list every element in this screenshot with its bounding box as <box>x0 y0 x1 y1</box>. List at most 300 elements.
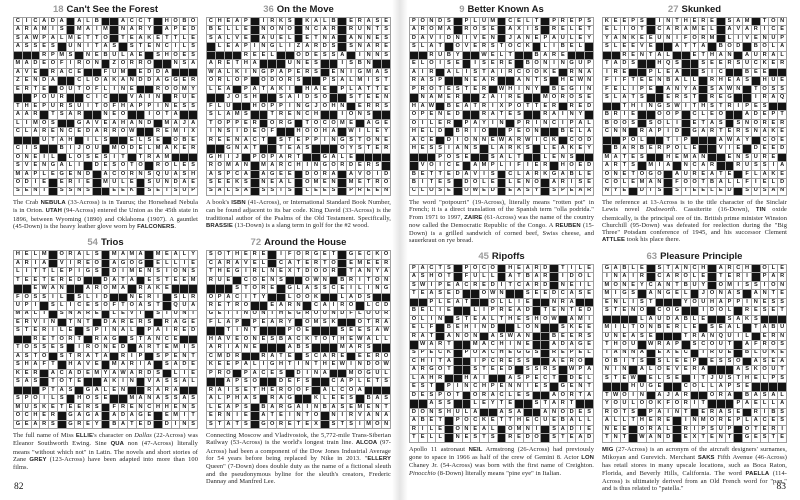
grid-cell: I <box>576 282 584 289</box>
grid-cell: S <box>454 316 462 323</box>
grid-cell: O <box>147 60 152 67</box>
grid-cell: G <box>383 285 389 292</box>
grid-cell: N <box>666 18 671 24</box>
grid-cell: A <box>420 332 425 339</box>
grid-cell: E <box>110 188 118 195</box>
grid-cell: B <box>771 324 776 331</box>
grid-cell-black <box>49 311 57 318</box>
grid-cell: E <box>242 251 250 258</box>
grid-cell-black <box>295 120 303 127</box>
grid-cell: H <box>631 383 636 390</box>
grid-cell-black <box>708 366 716 373</box>
grid-cell: O <box>366 310 371 317</box>
grid-cell: T <box>295 154 303 161</box>
grid-cell: I <box>356 52 364 59</box>
grid-cell: N <box>68 310 73 317</box>
grid-cell-black <box>312 344 320 351</box>
grid-cell: R <box>692 332 697 339</box>
grid-cell: L <box>638 137 646 144</box>
grid-cell: C <box>305 111 310 118</box>
grid-cell-black <box>260 378 268 385</box>
grid-cell: M <box>111 251 117 258</box>
grid-cell: I <box>67 260 75 267</box>
grid-cell-black <box>726 120 734 127</box>
grid-cell: P <box>506 103 514 110</box>
grid-cell: P <box>436 282 444 289</box>
grid-cell: E <box>225 60 233 67</box>
puzzle-title <box>409 251 594 263</box>
grid-cell: E <box>23 188 31 195</box>
grid-cell: T <box>682 409 690 416</box>
grid-cell: E <box>75 378 83 385</box>
grid-cell: N <box>129 77 134 84</box>
grid-cell: S <box>110 43 118 50</box>
grid-cell: F <box>743 179 751 186</box>
grid-cell-black <box>550 282 558 289</box>
grid-cell: I <box>761 409 769 416</box>
grid-cell: B <box>94 18 99 24</box>
grid-cell: O <box>234 77 240 84</box>
grid-cell: E <box>533 35 541 42</box>
puzzle-title <box>206 237 391 249</box>
grid-cell: E <box>585 265 593 272</box>
grid-cell: A <box>674 43 679 50</box>
grid-cell: A <box>701 332 706 339</box>
grid-cell: D <box>164 420 169 427</box>
grid-cell: N <box>657 77 662 84</box>
grid-cell: A <box>349 344 354 351</box>
grid-cell: L <box>356 311 364 318</box>
grid-cell: S <box>743 77 751 84</box>
grid-cell: N <box>77 170 82 177</box>
grid-cell: O <box>234 94 240 101</box>
grid-cell: I <box>32 179 40 186</box>
grid-cell: D <box>525 307 530 314</box>
grid-cell-black <box>154 18 162 25</box>
grid-cell: R <box>375 102 380 109</box>
grid-cell: E <box>471 77 479 84</box>
grid-cell: T <box>286 361 294 368</box>
grid-cell-black <box>23 285 31 292</box>
grid-cell: G <box>551 170 557 177</box>
grid-cell: E <box>568 282 576 289</box>
grid-cell: U <box>771 366 776 373</box>
grid-cell-black <box>286 128 294 135</box>
grid-cell: N <box>657 434 662 441</box>
grid-cell-black <box>498 375 506 382</box>
grid-cell: A <box>138 302 143 308</box>
grid-cell: L <box>189 378 197 385</box>
grid-cell: J <box>225 94 233 101</box>
grid-cell: R <box>639 273 644 280</box>
grid-cell: W <box>348 128 354 135</box>
grid-cell: S <box>471 366 479 373</box>
grid-cell: H <box>429 273 434 280</box>
grid-cell: H <box>683 18 688 24</box>
grid-cell: O <box>762 349 767 356</box>
grid-cell: U <box>622 400 627 407</box>
grid-cell: L <box>621 86 629 93</box>
grid-cell: R <box>753 26 758 33</box>
grid-cell: B <box>560 417 565 424</box>
grid-cell: T <box>154 344 162 351</box>
grid-cell: T <box>93 353 101 360</box>
grid-cell-black <box>708 316 716 323</box>
grid-cell: S <box>382 52 390 59</box>
grid-cell: W <box>419 341 426 347</box>
grid-cell: R <box>525 119 530 126</box>
grid-cell: P <box>225 171 233 178</box>
grid-cell: E <box>761 145 769 152</box>
grid-cell: U <box>683 170 688 177</box>
grid-cell: E <box>769 358 777 365</box>
grid-cell: B <box>278 335 283 342</box>
grid-cell: D <box>411 408 416 415</box>
grid-cell: N <box>252 68 257 75</box>
grid-cell-black <box>75 387 83 394</box>
grid-cell: N <box>709 332 715 339</box>
grid-cell-black <box>338 43 346 50</box>
grid-cell-black <box>338 268 346 275</box>
grid-cell: L <box>225 188 233 195</box>
grid-cell: O <box>622 341 627 347</box>
grid-cell: B <box>208 26 213 33</box>
grid-cell: R <box>357 187 362 194</box>
grid-cell: A <box>552 358 557 364</box>
grid-cell: S <box>550 188 558 195</box>
grid-cell: G <box>560 383 565 390</box>
grid-cell: E <box>286 378 294 385</box>
grid-cell: A <box>613 264 618 271</box>
grid-cell-black <box>629 426 637 433</box>
grid-cell: T <box>621 162 629 169</box>
grid-cell: L <box>216 395 224 402</box>
grid-cell: I <box>612 77 620 84</box>
grid-cell: E <box>717 188 725 195</box>
grid-cell: E <box>419 290 427 297</box>
grid-cell: P <box>489 307 497 314</box>
grid-cell: O <box>217 251 222 258</box>
grid-cell: A <box>270 162 275 169</box>
grid-cell: G <box>366 369 371 376</box>
grid-cell: E <box>568 128 576 135</box>
grid-cell-black <box>708 265 716 272</box>
grid-cell: M <box>129 268 135 275</box>
grid-cell: N <box>718 290 723 297</box>
grid-cell: K <box>278 18 283 24</box>
grid-cell: N <box>384 94 389 101</box>
grid-cell: P <box>559 188 567 195</box>
grid-cell-black <box>585 52 593 59</box>
grid-cell: S <box>154 268 162 275</box>
grid-cell: L <box>428 307 436 314</box>
grid-cell: A <box>780 43 785 50</box>
grid-cell-black <box>576 154 584 161</box>
grid-cell: M <box>173 344 178 351</box>
grid-cell: S <box>303 353 311 360</box>
grid-cell: O <box>94 77 99 84</box>
grid-cell: L <box>260 260 268 267</box>
grid-cell: O <box>464 332 469 339</box>
grid-cell: O <box>613 408 618 415</box>
grid-cell: R <box>349 26 354 33</box>
grid-cell: A <box>68 111 73 118</box>
grid-cell: E <box>356 179 364 186</box>
grid-cell: C <box>129 18 134 24</box>
grid-cell: A <box>226 85 231 92</box>
puzzle-title-text: On the Move <box>276 4 334 15</box>
grid-cell: R <box>420 85 425 92</box>
grid-cell: N <box>525 332 530 339</box>
grid-cell: R <box>464 128 469 135</box>
grid-cell: O <box>639 307 645 314</box>
grid-cell: S <box>233 387 241 394</box>
grid-cell: C <box>718 68 723 75</box>
grid-cell: N <box>613 434 618 441</box>
grid-cell: T <box>752 426 760 433</box>
grid-cell: E <box>172 353 180 360</box>
grid-cell-black <box>454 26 462 33</box>
grid-cell: O <box>560 408 565 415</box>
grid-cell: E <box>137 421 145 428</box>
grid-cell-black <box>498 324 506 331</box>
grid-cell: L <box>656 375 664 382</box>
grid-cell-black <box>128 111 136 118</box>
grid-cell: E <box>216 302 224 309</box>
grid-cell: M <box>357 403 363 410</box>
grid-cell: E <box>330 69 338 76</box>
grid-cell: E <box>673 358 681 365</box>
grid-cell: S <box>708 86 716 93</box>
grid-cell: W <box>726 136 733 143</box>
grid-cell: H <box>560 162 565 169</box>
grid-cell: M <box>357 259 363 266</box>
grid-cell: N <box>138 403 143 410</box>
grid-cell-black <box>410 400 418 407</box>
grid-cell: N <box>587 85 592 92</box>
grid-cell: S <box>347 60 355 67</box>
puzzle-title <box>409 4 594 16</box>
grid-cell: F <box>682 35 690 42</box>
grid-cell: X <box>498 103 506 110</box>
grid-cell: C <box>68 128 73 135</box>
grid-cell: A <box>657 391 662 398</box>
grid-cell: E <box>533 375 541 382</box>
grid-cell-black <box>691 392 699 399</box>
grid-cell: C <box>692 111 697 118</box>
grid-cell: O <box>305 318 310 325</box>
grid-cell: S <box>743 154 751 161</box>
grid-cell: S <box>471 69 479 76</box>
grid-cell: M <box>173 128 178 135</box>
grid-cell: S <box>515 375 523 382</box>
grid-cell: S <box>410 350 418 357</box>
grid-cell: R <box>217 77 222 84</box>
grid-cell: I <box>638 103 646 110</box>
grid-cell: A <box>552 111 557 118</box>
grid-cell-black <box>647 111 655 118</box>
grid-cell: L <box>225 35 233 42</box>
grid-cell-black <box>321 69 329 76</box>
grid-cell: S <box>726 358 734 365</box>
grid-cell: H <box>745 374 750 381</box>
grid-cell: S <box>489 171 497 178</box>
grid-cell: S <box>14 162 22 169</box>
grid-cell: T <box>612 307 620 314</box>
grid-cell: S <box>726 409 734 416</box>
grid-cell: R <box>499 358 504 364</box>
grid-cell: N <box>543 60 548 67</box>
grid-cell: I <box>338 412 346 419</box>
grid-cell: N <box>243 162 248 169</box>
grid-cell: L <box>128 327 136 334</box>
grid-cell: A <box>464 170 469 177</box>
grid-cell-black <box>647 265 655 272</box>
grid-cell: V <box>743 35 751 42</box>
grid-cell-black <box>119 395 127 402</box>
grid-cell: E <box>761 426 769 433</box>
grid-cell: R <box>77 111 82 118</box>
grid-cell-black <box>734 171 742 178</box>
grid-cell: E <box>498 383 506 390</box>
grid-cell: A <box>252 369 257 376</box>
grid-cell-black <box>699 145 707 152</box>
grid-cell: N <box>120 386 126 393</box>
grid-cell: S <box>533 26 541 33</box>
grid-cell-black <box>338 260 346 267</box>
grid-cell-black <box>726 366 734 373</box>
grid-cell: I <box>524 383 532 390</box>
grid-cell: E <box>137 268 145 275</box>
grid-cell-black <box>419 154 427 161</box>
grid-cell: G <box>666 290 671 297</box>
grid-cell: N <box>217 128 222 135</box>
grid-cell-black <box>445 375 453 382</box>
grid-cell: R <box>322 170 327 177</box>
grid-cell: E <box>647 417 655 424</box>
grid-cell: I <box>656 162 664 169</box>
grid-cell: I <box>463 35 471 42</box>
grid-cell: I <box>515 299 523 306</box>
grid-cell: J <box>708 375 716 382</box>
grid-cell: S <box>312 94 320 101</box>
grid-cell: E <box>550 145 558 152</box>
grid-cell-black <box>180 336 188 343</box>
grid-cell: N <box>331 136 336 143</box>
grid-cell: P <box>23 302 31 309</box>
grid-cell: E <box>189 319 197 326</box>
grid-cell: T <box>260 137 268 144</box>
grid-cell-black <box>145 353 153 360</box>
grid-cell: N <box>94 60 99 67</box>
grid-cell: E <box>32 154 40 161</box>
grid-cell: I <box>664 409 672 416</box>
grid-cell: M <box>111 361 117 368</box>
grid-cell: E <box>515 316 523 323</box>
grid-cell: I <box>419 426 427 433</box>
grid-cell: S <box>312 60 320 67</box>
grid-cell: R <box>736 162 741 169</box>
grid-cell: E <box>277 268 285 275</box>
grid-cell: E <box>225 268 233 275</box>
grid-cell-black <box>638 120 646 127</box>
grid-cell: Q <box>155 170 161 177</box>
grid-cell: E <box>428 137 436 144</box>
grid-cell: S <box>321 319 329 326</box>
grid-cell: R <box>384 259 389 266</box>
grid-cell: S <box>286 188 294 195</box>
grid-cell: M <box>120 68 126 75</box>
grid-cell: O <box>578 273 583 280</box>
grid-cell: L <box>286 294 294 301</box>
grid-cell: D <box>103 276 108 283</box>
grid-cell: R <box>366 162 371 169</box>
grid-cell: D <box>464 179 469 185</box>
grid-cell: A <box>613 349 618 356</box>
grid-cell: L <box>216 103 224 110</box>
grid-cell-black <box>102 18 110 25</box>
grid-cell: H <box>24 361 29 368</box>
grid-cell: E <box>268 285 276 292</box>
grid-cell-black <box>295 319 303 326</box>
grid-cell: R <box>780 60 785 67</box>
grid-cell: S <box>330 188 338 195</box>
grid-cell: P <box>445 383 453 390</box>
grid-cell: A <box>780 162 785 169</box>
grid-cell: S <box>242 378 250 385</box>
grid-cell-black <box>268 94 276 101</box>
grid-cell: D <box>780 145 785 152</box>
grid-cell: S <box>576 94 584 101</box>
grid-cell: A <box>243 395 248 402</box>
grid-cell: O <box>261 77 266 84</box>
grid-cell: C <box>411 187 416 194</box>
grid-cell: T <box>699 52 707 59</box>
grid-cell: E <box>559 86 567 93</box>
grid-cell: D <box>305 170 310 177</box>
grid-cell: P <box>647 69 655 76</box>
grid-cell: S <box>673 60 681 67</box>
grid-cell: T <box>506 52 514 59</box>
grid-cell: L <box>180 35 188 42</box>
grid-cell: P <box>189 188 197 195</box>
grid-cell-black <box>612 52 620 59</box>
grid-cell: O <box>50 60 56 67</box>
grid-cell: O <box>348 302 354 308</box>
grid-cell: T <box>533 77 541 84</box>
grid-cell: A <box>357 85 362 92</box>
grid-cell: S <box>778 86 786 93</box>
grid-cell: I <box>533 120 541 127</box>
grid-cell: E <box>761 111 769 118</box>
grid-cell: I <box>347 69 355 76</box>
grid-cell: A <box>77 251 82 258</box>
grid-cell-black <box>585 299 593 306</box>
grid-cell: N <box>622 366 627 373</box>
grid-cell: E <box>585 341 593 348</box>
grid-cell: T <box>225 251 233 258</box>
grid-cell-black <box>382 162 390 169</box>
grid-cell: C <box>490 358 495 364</box>
grid-cell: A <box>736 315 741 322</box>
grid-cell: R <box>120 352 126 359</box>
grid-cell: R <box>552 26 557 33</box>
grid-cell: V <box>242 260 250 267</box>
grid-cell: L <box>541 43 549 50</box>
grid-cell: A <box>24 60 29 67</box>
grid-cell: E <box>347 404 355 411</box>
grid-cell: I <box>734 35 742 42</box>
